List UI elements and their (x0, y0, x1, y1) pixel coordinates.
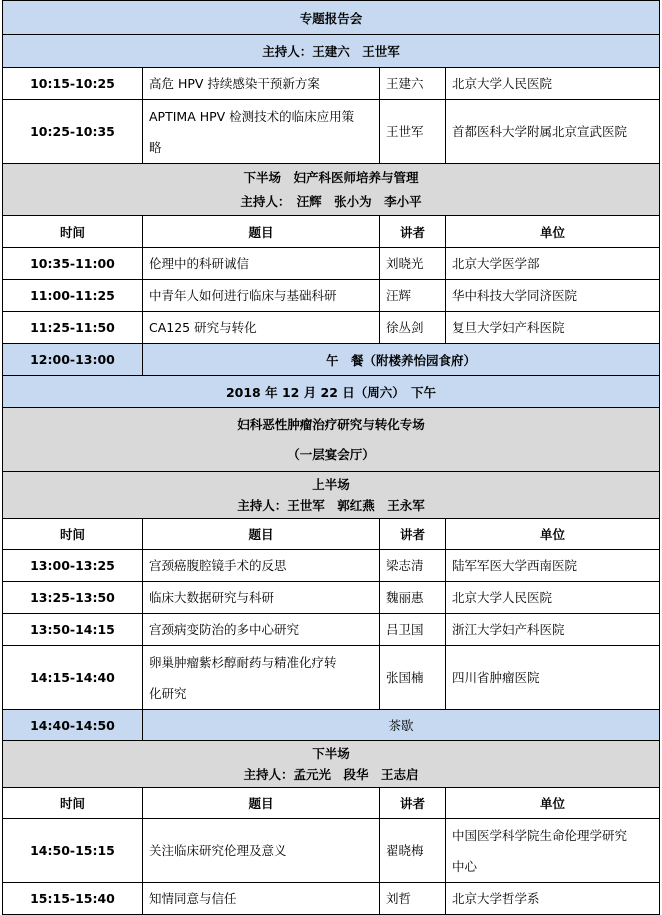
table-row: 13:00-13:25 宫颈癌腹腔镜手术的反思 梁志清 陆军军医大学西南医院 (3, 550, 660, 582)
session-title: 专题报告会 (3, 1, 660, 35)
table-row: 10:15-10:25 高危 HPV 持续感染干预新方案 王建六 北京大学人民医院 (3, 68, 660, 100)
table-row: 10:25-10:35 APTIMA HPV 检测技术的临床应用策 略 王世军 首都医科大学附属北京宣武医院 (3, 100, 660, 164)
table-row: 15:15-15:40 知情同意与信任 刘哲 北京大学哲学系 (3, 883, 660, 915)
lunch-row: 12:00-13:00 午 餐（附楼养怡园食府） (3, 344, 660, 376)
part-host: 主持人：王世军 郭红燕 王永军 (237, 498, 425, 513)
table-row: 14:50-15:15 关注临床研究伦理及意义 翟晓梅 中国医学科学院生命伦理学研究 中心 (3, 819, 660, 883)
table-header: 时间 题目 讲者 单位 (3, 216, 660, 248)
session-title: 妇科恶性肿瘤治疗研究与转化专场 (237, 416, 425, 432)
table-header: 时间 题目 讲者 单位 (3, 788, 660, 819)
session-venue: （一层宴会厅） (287, 446, 375, 462)
session-title: 下半场 妇产科医师培养与管理 (243, 169, 419, 185)
table-row: 11:00-11:25 中青年人如何进行临床与基础科研 汪辉 华中科技大学同济医院 (3, 280, 660, 312)
session-host: 主持人： 汪辉 张小为 李小平 (240, 193, 422, 209)
table-row: 13:25-13:50 临床大数据研究与科研 魏丽惠 北京大学人民医院 (3, 582, 660, 614)
table-row: 14:15-14:40 卵巢肿瘤紫杉醇耐药与精准化疗转 化研究 张国楠 四川省肿瘤医院 (3, 646, 660, 710)
break-row: 14:40-14:50 茶歇 (3, 710, 660, 741)
part-title: 上半场 (312, 477, 350, 492)
schedule-table (2, 0, 660, 915)
table-row: 13:50-14:15 宫颈病变防治的多中心研究 吕卫国 浙江大学妇产科医院 (3, 614, 660, 646)
table-row: 11:25-11:50 CA125 研究与转化 徐丛剑 复旦大学妇产科医院 (3, 312, 660, 344)
table-header: 时间 题目 讲者 单位 (3, 519, 660, 550)
day-banner: 2018 年 12 月 22 日（周六） 下午 (3, 376, 660, 408)
session-host: 主持人：王建六 王世军 (3, 35, 660, 68)
table-row: 10:35-11:00 伦理中的科研诚信 刘晓光 北京大学医学部 (3, 248, 660, 280)
part-host: 主持人：孟元光 段华 王志启 (243, 767, 419, 782)
part-title: 下半场 (312, 746, 350, 761)
